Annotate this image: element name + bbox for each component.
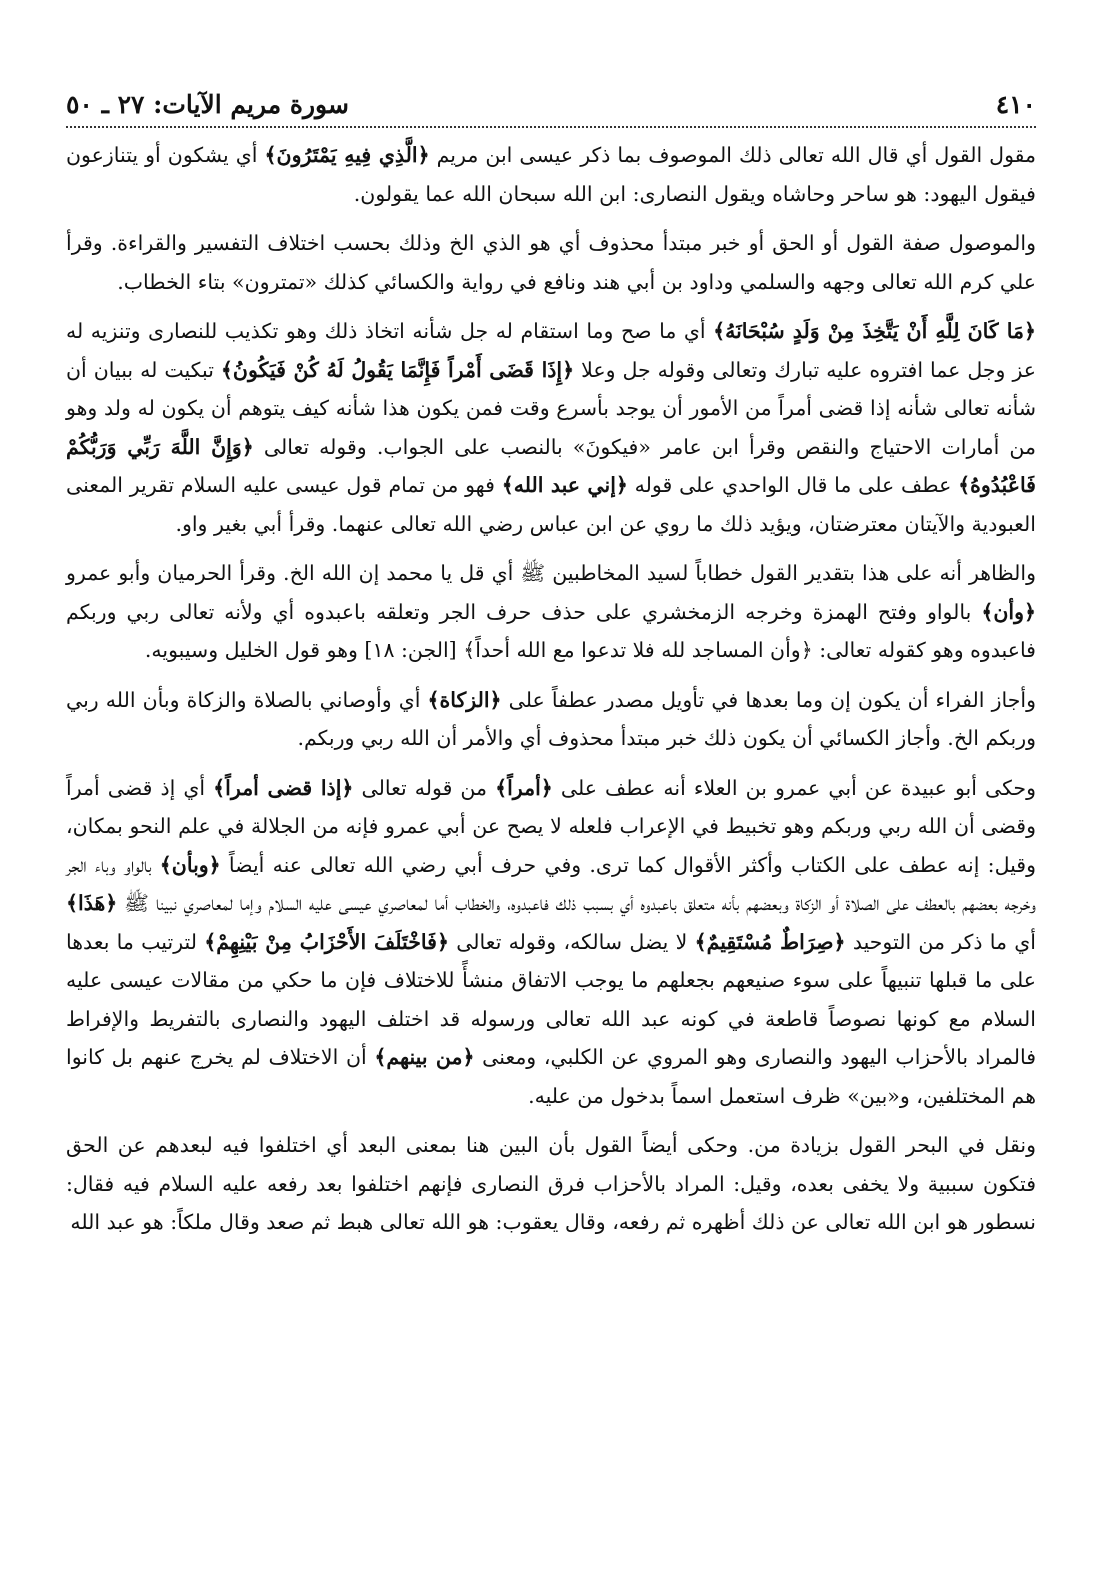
quran-quote: ﴿هَذَا﴾ <box>66 891 118 915</box>
quran-quote: ﴿إِذَا قَضَى أَمْراً فَإِنَّمَا يَقُولُ لَهُ كُنْ فَيَكُونُ﴾ <box>220 357 575 382</box>
paragraph <box>66 136 1036 213</box>
text-segment: من قوله تعالى <box>353 775 496 800</box>
text-segment: وحكى أبو عبيدة عن أبي عمرو بن العلاء أنه عطف على <box>552 775 1036 800</box>
text-segment: [الجن: ١٨] وهو قول الخليل وسيبويه. <box>144 638 464 662</box>
quran-quote: ﴿مَا كَانَ لِلَّهِ أَنْ يَتَّخِذَ مِنْ وَلَدٍ سُبْحَانَهُ﴾ <box>713 319 1036 343</box>
paragraph <box>66 681 1036 758</box>
text-segment: عطف على ما قال الواحدي على قوله <box>627 473 959 497</box>
text-segment: مقول القول أي قال الله تعالى ذلك الموصوف بما ذكر عيسى ابن مريم <box>429 143 1037 167</box>
quran-quote: ﴿أمراً﴾ <box>495 775 553 800</box>
paragraph <box>66 224 1036 301</box>
paragraph <box>66 312 1036 543</box>
text-segment: والموصول صفة القول أو الحق أو خبر مبتدأ محذوف أي هو الذي الخ وذلك بحسب اختلاف التفسير والقراءة. وقرأ علي كرم الله تعالى وجهه والسلمي وداود بن أبي هند ونافع في رواية والكسائي كذلك «تمترون» بتاء الخطاب. <box>66 231 1036 294</box>
text-segment: أي ما صح وما استقام له جل شأنه اتخاذ ذلك وهو تكذيب للنصارى وتنزيه له عز وجل عما افتروه عليه تبارك وتعالى وقوله جل وعلا <box>66 319 1037 382</box>
paragraph <box>66 769 1036 1116</box>
quran-quote: ﴿الَّذِي فِيهِ يَمْتَرُونَ﴾ <box>264 143 430 167</box>
quran-quote: ﴿إني عبد الله﴾ <box>501 473 628 497</box>
text-segment: فهو من تمام قول عيسى عليه السلام تقرير المعنى العبودية والآيتان معترضتان، ويؤيد ذلك ما روي عن ابن عباس رضي الله تعالى عنهما. وقرأ أبي بغير واو. <box>66 473 1036 536</box>
text-segment: ونقل في البحر القول بزيادة من. وحكى أيضاً القول بأن البين هنا بمعنى البعد أي اختلفوا فيه لبعدهم عن الحق فتكون سببية ولا يخفى بعده، وقيل: المراد بالأحزاب فرق النصارى فإنهم اختلفوا بعد رفعه عليه السلام فيه فقال: نسطور هو ابن الله تعالى عن ذلك أظهره ثم رفعه، وقال يعقوب: هو الله تعالى هبط ثم صعد وقال ملكاً: هو عبد الله <box>66 1133 1036 1234</box>
text-segment: والظاهر أنه على هذا بتقدير القول خطاباً لسيد المخاطبين ﷺ أي قل يا محمد إن الله الخ. وقرأ الحرميان وأبو عمرو <box>66 561 1036 585</box>
text-segment: أي يشكون أو يتنازعون فيقول اليهود: هو ساحر وحاشاه ويقول النصارى: ابن الله سبحان الله عما يقولون. <box>66 143 1036 206</box>
text-segment: أن الاختلاف لم يخرج عنهم بل كانوا هم المختلفين، و«بين» ظرف استعمل اسماً بدخول من عليه. <box>66 1045 1036 1108</box>
text-segment: بالواو وفتح الهمزة وخرجه الزمخشري على حذف حرف الجر وتعلقه باعبدوه أي ولأنه تعالى ربي وربكم فاعبدوه وهو كقوله تعالى: <box>66 599 1036 662</box>
page-number: ٤١٠ <box>995 90 1036 119</box>
quran-quote: ﴿الزكاة﴾ <box>427 687 502 712</box>
quran-quote: ﴿وَإِنَّ اللَّهَ رَبِّي وَرَبُّكُمْ فَاعْبُدُوهُ﴾ <box>66 434 1036 497</box>
quran-quote: ﴿من بينهم﴾ <box>374 1045 475 1069</box>
text-segment: ﴿وأن المساجد لله فلا تدعوا مع الله أحداً﴾ <box>463 638 813 662</box>
text-segment: وأجاز الفراء أن يكون إن وما بعدها في تأويل مصدر عطفاً على <box>501 687 1036 712</box>
text-segment: لترتيب ما بعدها على ما قبلها تنبيهاً على سوء صنيعهم بجعلهم ما يوجب الاتفاق منشأً للاختلاف فإن ما حكي من مقالات عيسى عليه السلام مع كونها نصوصاً قاطعة في كونه عبد الله تعالى ورسوله قد اختلف اليهود والنصارى بالتفريط والإفراط فالمراد بالأحزاب اليهود والنصارى وهو المروي عن الكلبي، ومعنى <box>66 929 1037 1069</box>
text-segment: أي ما ذكر من التوحيد <box>845 929 1036 954</box>
quran-quote: ﴿وأن﴾ <box>981 599 1036 624</box>
text-segment: بالواو وباء الجر وخرجه بعضهم بالعطف على الصلاة أو الزكاة وبعضهم بأنه متعلق باعبدوه أي بسبب ذلك فاعبدوه، والخطاب أما لمعاصري عيسى عليه السلام وإما لمعاصري نبينا ﷺ <box>66 852 1036 915</box>
section-title: سورة مريم الآيات: ٢٧ ـ ٥٠ <box>66 90 349 119</box>
page-header <box>66 88 1036 128</box>
page-body <box>66 128 1036 1242</box>
text-segment: تبكيت له ببيان أن شأنه تعالى شأنه إذا قضى أمراً من الأمور أن يوجد بأسرع وقت فمن يكون هذا شأنه كيف يتوهم أن يكون له ولد وهو من أمارات الاحتياج والنقص وقرأ ابن عامر «فيكونَ» بالنصب على الجواب. وقوله تعالى <box>66 357 1037 459</box>
paragraph <box>66 1126 1036 1242</box>
text-segment: أي وأوصاني بالصلاة والزكاة وبأن الله ربي وربكم الخ. وأجاز الكسائي أن يكون ذلك خبر مبتدأ محذوف أي والأمر أن الله ربي وربكم. <box>66 687 1036 750</box>
text-segment: لا يضل سالكه، وقوله تعالى <box>448 929 695 954</box>
paragraph <box>66 554 1036 670</box>
quran-quote: ﴿وبأن﴾ <box>159 852 221 877</box>
text-segment: أي إذ قضى أمراً وقضى أن الله ربي وربكم وهو تخبيط في الإعراب فلعله لا يصح عن أبي عمرو فإنه من الجلالة في علم النحو بمكان، وقيل: إنه عطف على الكتاب وأكثر الأقوال كما ترى. وفي حرف أبي رضي الله تعالى عنه أيضاً <box>66 775 1036 877</box>
page <box>66 88 1036 1242</box>
quran-quote: ﴿فَاخْتَلَفَ الأَحْزَابُ مِنْ بَيْنِهِمْ﴾ <box>204 929 449 954</box>
quran-quote: ﴿إذا قضى أمراً﴾ <box>213 775 354 800</box>
quran-quote: ﴿صِرَاطٌ مُسْتَقِيمٌ﴾ <box>694 929 846 954</box>
